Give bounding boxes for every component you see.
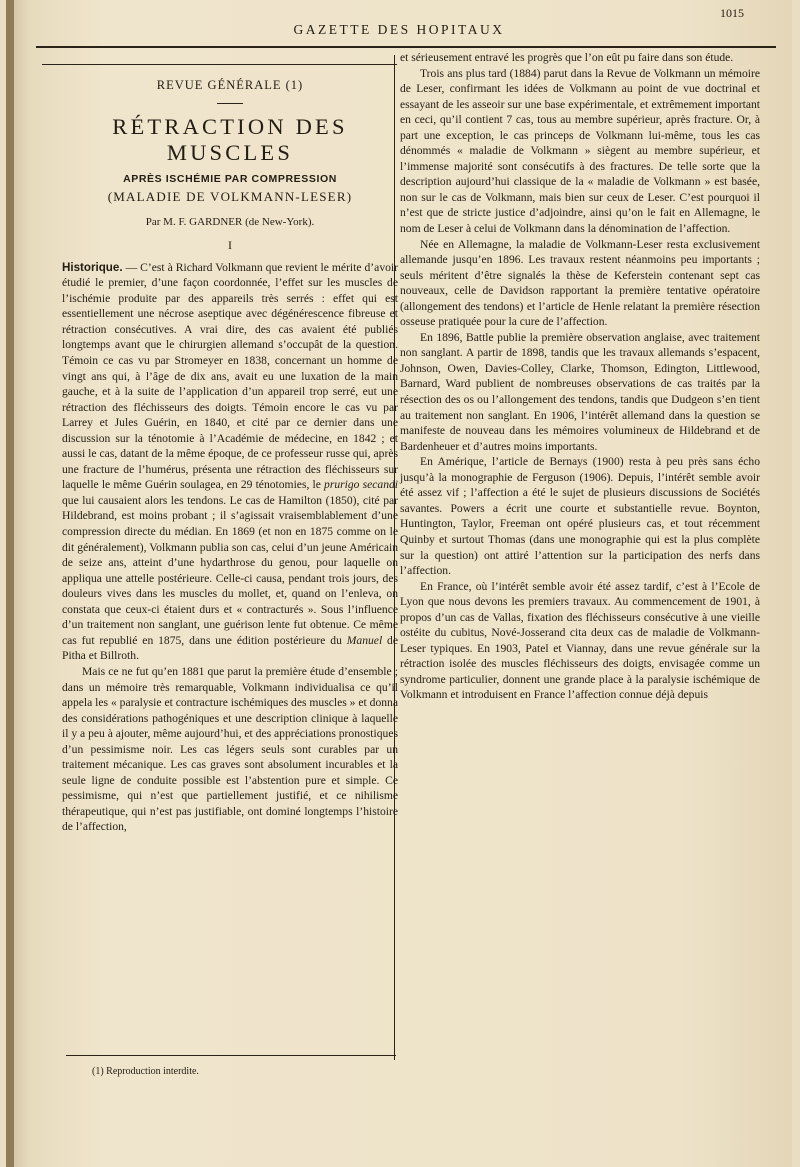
short-rule xyxy=(217,103,243,104)
paragraph: Trois ans plus tard (1884) parut dans la Revue de Volkmann un mémoire de Leser, confirmant les idées de Volkmann au point de vue doctrinal et essayant de les asseoir sur une base expérimentale, et extrêmement important en ceci, qu’il contient 7 cas, tous au membre supérieur, après fracture. Or, à part une exception, le cas princeps de Volkmann lui-même, tous les cas dénommés « maladie de Volkmann » siègent au membre supérieur, et l’immense majorité sont consécutifs à des fractures. De telle sorte que la description aujourd’hui classique de la « maladie de Volkmann » est basée, non sur le cas de Volkmann, mais bien sur ceux de Leser. C’est pourquoi il n’est que de stricte justice d’adjoindre, ainsi qu’on le fait en Allemagne, le nom de Leser à celui de Volkmann dans la dénomination de l’affection. xyxy=(400,66,760,236)
right-column xyxy=(400,50,760,703)
article-subtitle-2: (MALADIE DE VOLKMANN-LESER) xyxy=(107,189,353,205)
lead-word: Historique. xyxy=(62,260,123,274)
article-title: RÉTRACTION DES MUSCLES xyxy=(112,113,348,165)
footnote-rule xyxy=(66,1055,396,1056)
header-rule xyxy=(36,46,776,48)
paragraph: En Amérique, l’article de Bernays (1900) resta à peu près sans écho jusqu’à la monographie de Ferguson (1906). Depuis, l’intérêt semble avoir été assez vif ; l’affection a été le sujet de plusieurs discussions de Sociétés savantes. Powers a écrit une courte et substantielle revue. Boynton, Huntington, Taylor, Freeman ont opéré plusieurs cas, et tout récemment Quinby et surtout Thomas (dans une monographie qui est la plus complète sur la question) ont attiré l’attention sur la participation des nerfs dans l’affection. xyxy=(400,455,760,578)
paragraph-historique: Historique. — C’est à Richard Volkmann que revient le mérite d’avoir étudié le premier, d’une façon coordonnée, l’effet sur les muscles de l’ischémie produite par des appareils très serrés : effet qui est essentiellement une nécrose aseptique avec dégénérescence fibreuse et rétraction consécutives. A vrai dire, des cas avaient été publiés longtemps avant que le chirurgien allemand s’occupât de la question. Témoin ce cas vu par Stromeyer en 1838, concernant un homme de vingt ans qui, à l’âge de dix ans, avait eu une luxation de la main gauche, et à la suite de l’application d’un appareil trop serré, eut une rétraction des fléchisseurs des doigts. Témoin encore le cas vu par Larrey et Jules Guérin, en 1840, et cité par ce dernier dans une discussion sur la ténotomie à l’Académie de médecine, en 1842 ; et aussi le cas, datant de la même époque, de ce professeur russe qui, après une fracture de l’humérus, présenta une rétraction des fléchisseurs sur laquelle le même Guérin soulagea, en 29 ténotomies, le prurigo secandi que lui causaient alors les tendons. Le cas de Hamilton (1850), cité par Hildebrand, est moins probant ; il s’agissait vraisemblablement d’une compression directe du médian. En 1869 (et non en 1875 comme on le dit généralement), Volkmann publia son cas, celui d’un jeune Américain de seize ans, atteint d’une hydarthrose du genou, pour laquelle on appliqua une attelle postérieure. Celle-ci causa, pendant trois jours, des douleurs vives dans les muscles du mollet, et, quand on l’enleva, on constata que ceux-ci étaient durs et « contracturés ». Sous l’influence d’un traitement non sanglant, une guérison lente fut obtenue. Ce même cas fut republié en 1875, dans une édition postérieure du Manuel de Pitha et Billroth. xyxy=(62,260,399,663)
paragraph: et sérieusement entravé les progrès que l’on eût pu faire dans son étude. xyxy=(400,51,734,64)
section-heading: REVUE GÉNÉRALE (1) xyxy=(156,78,304,92)
paragraph: En France, où l’intérêt semble avoir été assez tardif, c’est à l’Ecole de Lyon que nous devons les premiers travaux. Au commencement de 1901, à propos d’un cas de Vallas, fixation des fléchisseurs consécutive à une vieille ostéite du cubitus, Nové-Josserand cita deux cas de maladie de Volkmann-Leser typiques. En 1903, Patel et Viannay, dans une revue générale sur la rétraction isolée des muscles fléchisseurs des doigts, envisagée comme un syndrome particulier, donnent une grande place à la paralysie ischémique de Volkmann et introduisent en France l’affection connue déjà depuis xyxy=(400,579,760,702)
paragraph: Née en Allemagne, la maladie de Volkmann-Leser resta exclusivement allemande jusqu’en 1896. Les travaux restent néanmoins peu importants ; seuls méritent d’être signalés la thèse de Keferstein contenant sept cas nouveaux, celle de Davidson rapportant la première tentative opératoire (allongement des tendons) et l’article de Henle relatant la première résection osseuse pratiquée pour la cure de l’affection. xyxy=(400,237,760,329)
article-subtitle: APRÈS ISCHÉMIE PAR COMPRESSION xyxy=(123,172,337,185)
left-column xyxy=(62,64,398,835)
binding-edge xyxy=(6,0,14,1167)
paragraph: Mais ce ne fut qu’en 1881 que parut la première étude d’ensemble ; dans un mémoire très remarquable, Volkmann individualisa ce qu’il appela les « paralysie et contracture ischémiques des muscles » et donna des considérations pathogéniques et une description clinique à laquelle il y a peu à ajouter, même aujourd’hui, et des appréciations pronostiques d’un pessimisme noir. Les cas légers seuls sont curables par un traitement mécanique. Les cas graves sont absolument incurables et la seule ligne de conduite possible est l’abstention pure et simple. Ce pessimisme, qui n’est que partiellement justifié, et ce nihilisme thérapeutique, qui n’est pas justifiable, ont dominé longtemps l’histoire de l’affection, xyxy=(62,664,398,834)
journal-title: GAZETTE DES HOPITAUX xyxy=(293,22,505,37)
paragraph: En 1896, Battle publie la première observation anglaise, avec traitement non sanglant. A partir de 1898, tandis que les travaux allemands s’espacent, Johnson, Owen, Davies-Colley, Clarke, Thomson, Edington, Littlewood, Barnard, Ward publient de nombreuses observations de cas traités par la résection des os ou l’allongement des tendons, tandis que Dudgeon s’en tient au traitement non sanglant. En 1906, l’intérêt allemand dans la question se manifeste de nouveau dans les mémoires volumineux de Hildebrand et de Bardenheuer et d’autres moins importants. xyxy=(400,330,760,453)
footnote: (1) Reproduction interdite. xyxy=(92,1066,199,1077)
page-number: 1015 xyxy=(720,6,744,20)
newspaper-page xyxy=(6,0,792,1167)
part-numeral: I xyxy=(228,238,232,253)
author-line: Par M. F. GARDNER (de New-York). xyxy=(145,215,315,228)
